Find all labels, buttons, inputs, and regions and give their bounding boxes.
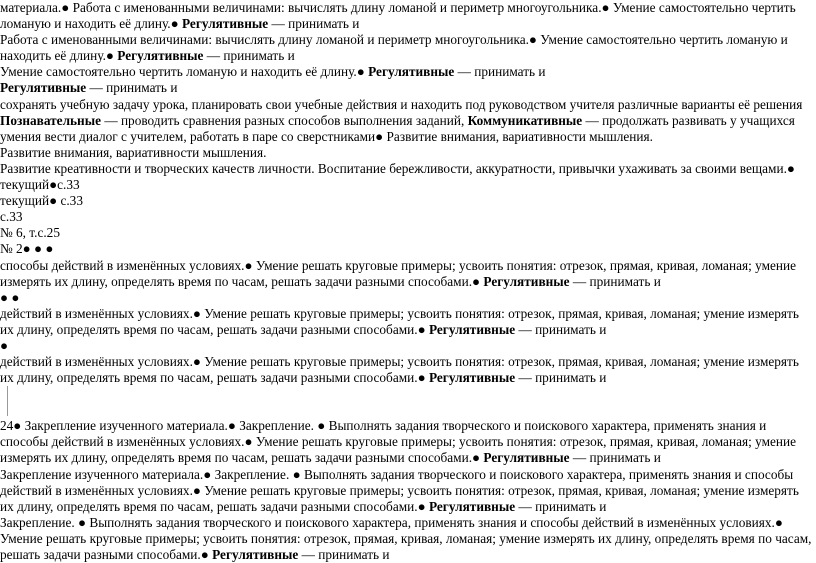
text-block: Регулятивные — принимать и <box>0 80 178 96</box>
text-block: текущий● с.33 <box>0 193 83 209</box>
text-block: 24● Закрепление изученного материала.● Закрепление. ● Выполнять задания творческого и поискового характера, применять знания и способы действий в изменённых условиях.● Умение решать круговые примеры; усвоить понятия: отрезок, прямая, кривая, ломаная; умение измерять их длину, определять время по часам, решать задачи разными способами.● Регулятивные — принимать и <box>0 418 797 466</box>
text-block: с.33 <box>0 209 23 225</box>
text-block: Познавательные — проводить сравнения разных способов выполнения заданий, Коммуникативные — продолжать развивать у учащихся умения вести диалог с учителем, работать в паре со сверстниками● Развитие внимания, вариативности мышления. <box>0 112 795 144</box>
text-block: сохранять учебную задачу урока, планировать свои учебные действия и находить под руководством учителя различные варианты её решения <box>0 96 803 112</box>
text-block: действий в изменённых условиях.● Умение решать круговые примеры; усвоить понятия: отрезок, прямая, кривая, ломаная; умение измерять их длину, определять время по часам, решать задачи разными способами.● Регулятивные — принимать и <box>0 305 799 337</box>
text-block: способы действий в изменённых условиях.● Умение решать круговые примеры; усвоить понятия: отрезок, прямая, кривая, ломаная; умение измерять их длину, определять время по часам, решать задачи разными способами.● Регулятивные — принимать и <box>0 257 797 289</box>
text-block: Закрепление изученного материала.● Закрепление. ● Выполнять задания творческого и поискового характера, применять знания и способы действий в изменённых условиях.● Умение решать круговые примеры; усвоить понятия: отрезок, прямая, кривая, ломаная; умение измерять их длину, определять время по часам, решать задачи разными способами.● Регулятивные — принимать и <box>0 466 799 514</box>
text-block: Закрепление. ● Выполнять задания творческого и поискового характера, применять знания и способы действий в изменённых условиях.● Умение решать круговые примеры; усвоить понятия: отрезок, прямая, кривая, ломаная; умение измерять их длину, определять время по часам, решать задачи разными способами.● Регулятивные — принимать и <box>0 514 812 562</box>
text-block: Развитие креативности и творческих качеств личности. Воспитание бережливости, аккуратности, привычки ухаживать за своими вещами.● текущий●с.33 <box>0 160 795 193</box>
text-block: Развитие внимания, вариативности мышления. <box>0 144 267 160</box>
text-block: № 6, т.с.25 <box>0 225 60 241</box>
text-block: ● <box>0 337 9 353</box>
vertical-rule <box>7 386 8 416</box>
text-block: Работа с именованными величинами: вычислять длину ломаной и периметр многоугольника.● Умение самостоятельно чертить ломаную и находить её длину.● Регулятивные — принимать и <box>0 32 788 64</box>
text-block: Умение самостоятельно чертить ломаную и находить её длину.● Регулятивные — принимать и <box>0 64 546 80</box>
text-block: материала.● Работа с именованными величинами: вычислять длину ломаной и периметр многоугольника.● Умение самостоятельно чертить ломаную и находить её длину.● Регулятивные — принимать и <box>0 0 796 32</box>
text-block: ● ● <box>0 289 20 305</box>
text-block: № 2● ● ● <box>0 241 54 257</box>
text-block: действий в изменённых условиях.● Умение решать круговые примеры; усвоить понятия: отрезок, прямая, кривая, ломаная; умение измерять их длину, определять время по часам, решать задачи разными способами.● Регулятивные — принимать и <box>0 354 799 386</box>
